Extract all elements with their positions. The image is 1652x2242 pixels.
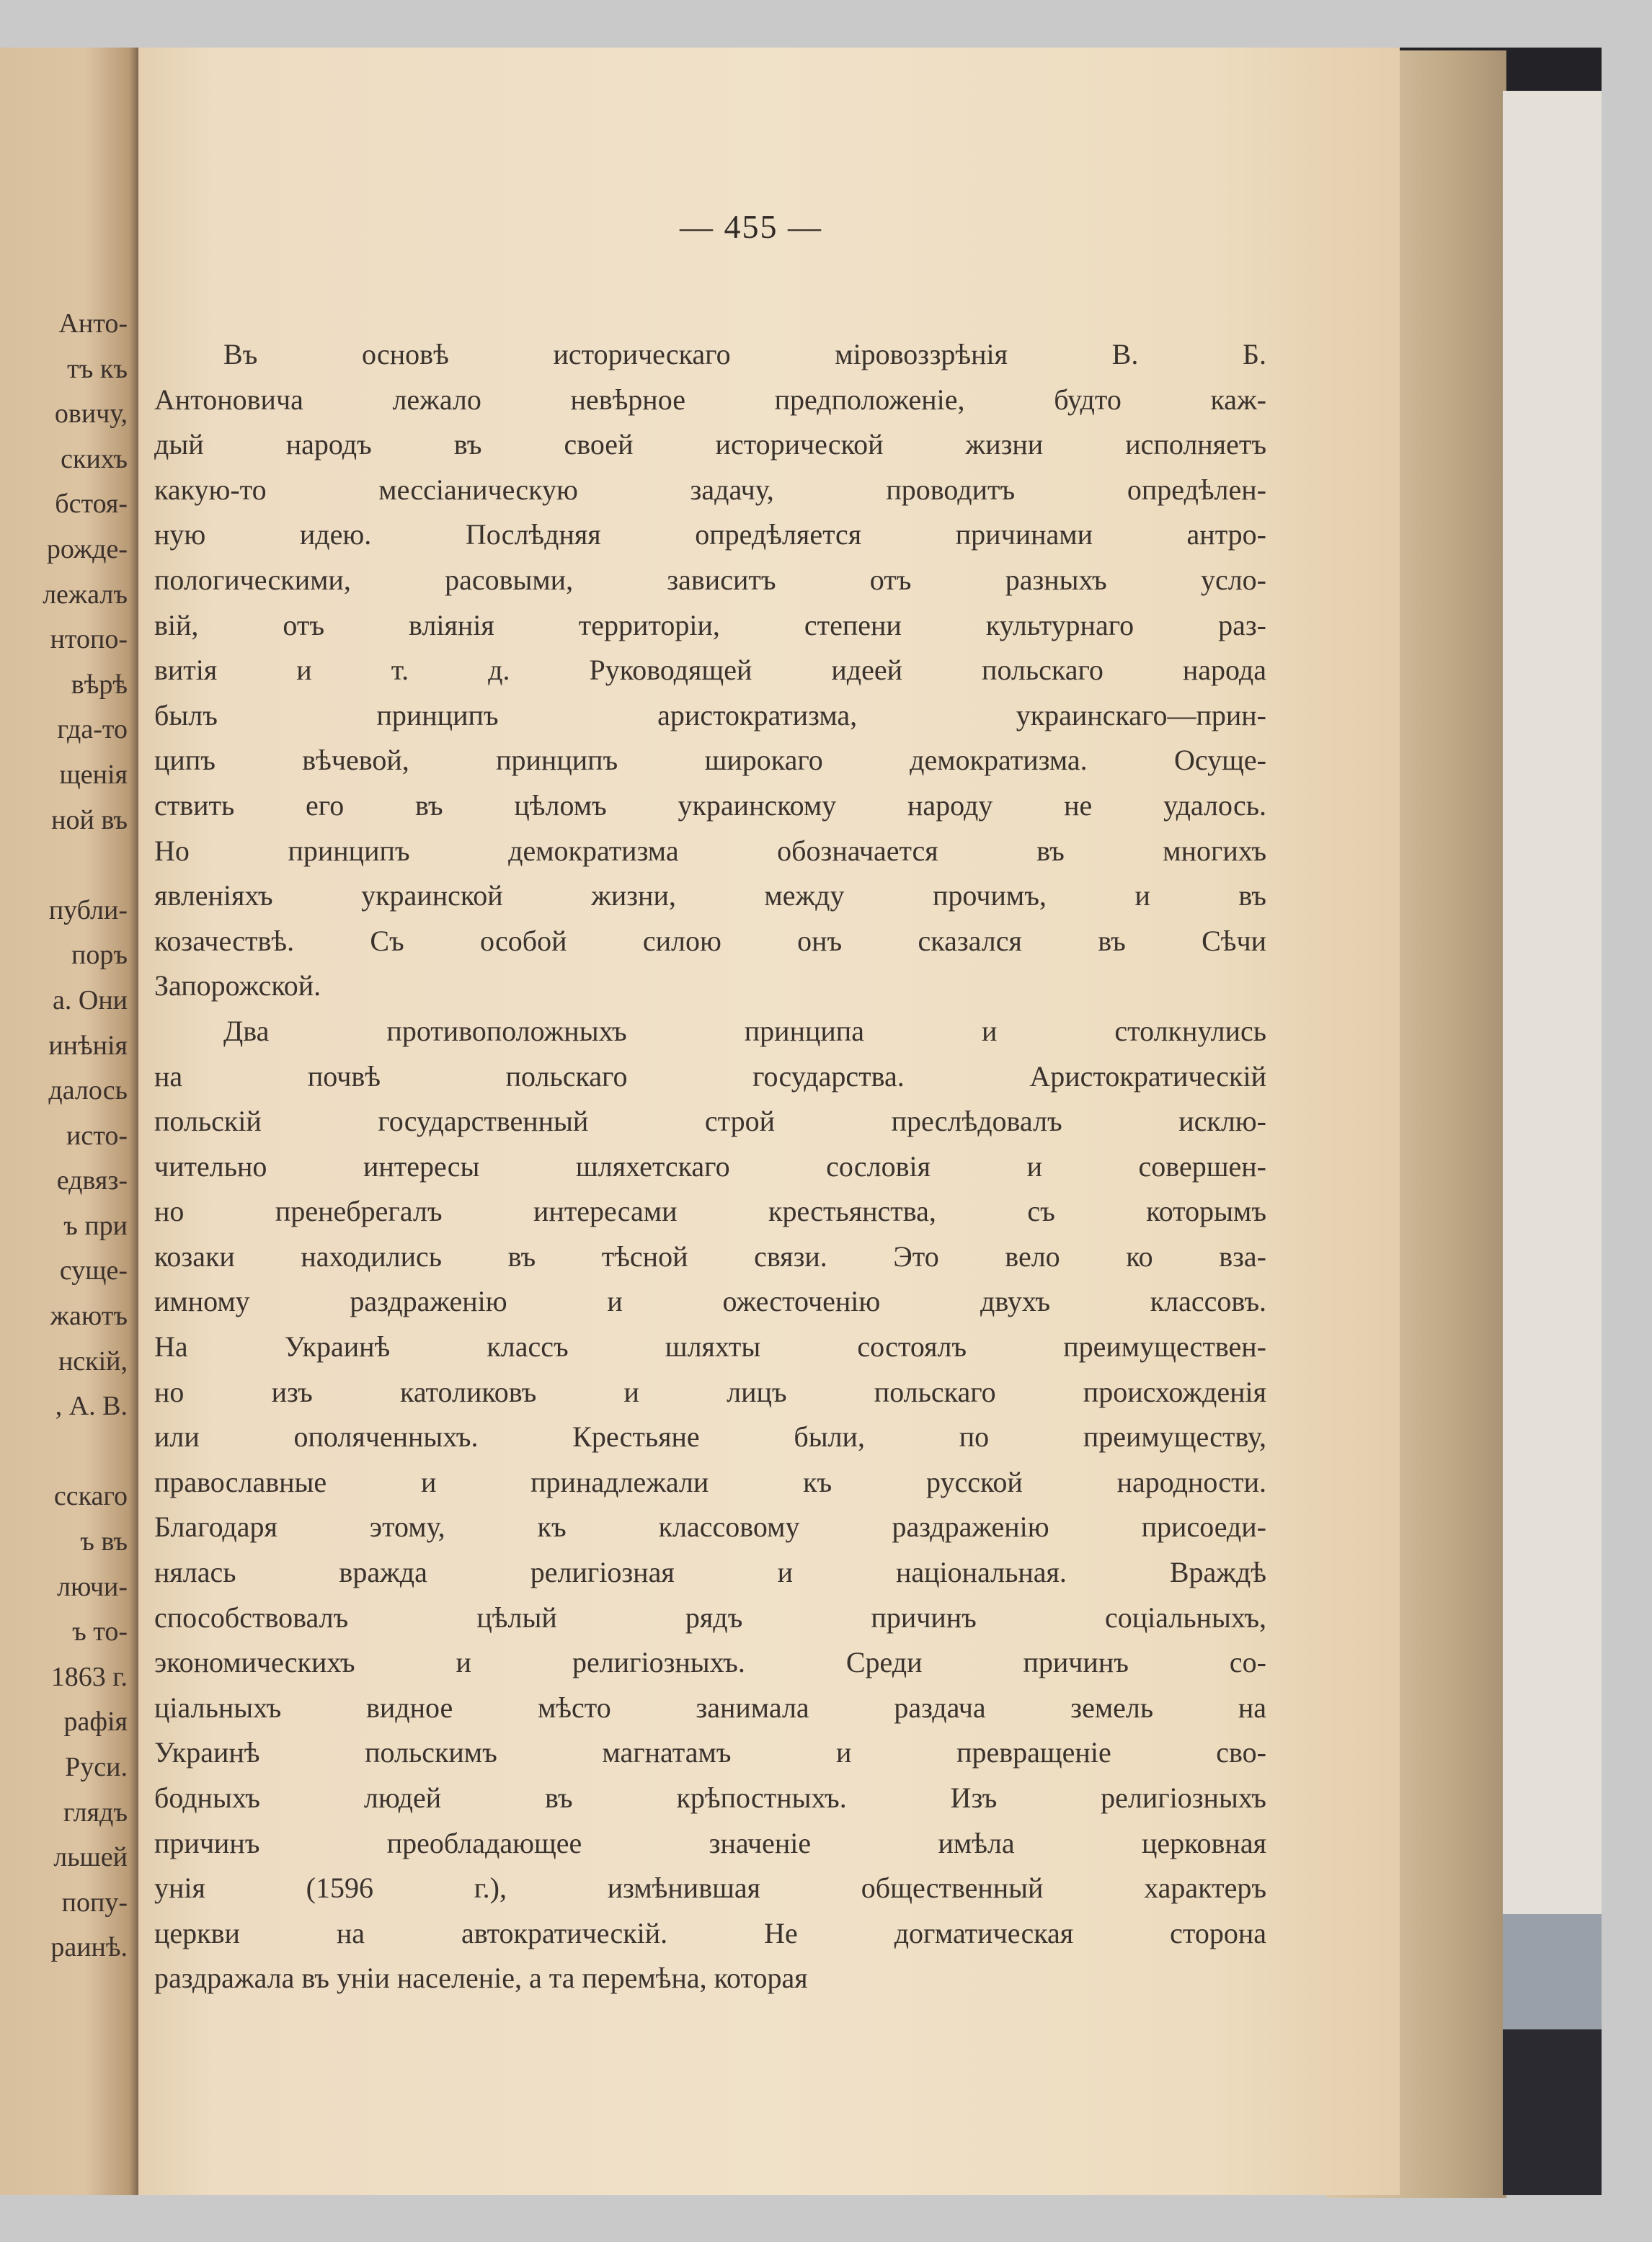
left-page-line: далось (48, 1075, 128, 1106)
text-line: польскій государственный строй преслѣдовалъ исклю- (154, 1105, 1266, 1138)
text-line: Благодаря этому, къ классовому раздраженію присоеди- (154, 1511, 1266, 1544)
page-body (154, 332, 1266, 2001)
left-page-line: гда-то (57, 714, 128, 745)
text-line: унія (1596 г.), измѣнившая общественный характеръ (154, 1872, 1266, 1905)
left-page-line: жаютъ (50, 1301, 128, 1332)
left-page-text (43, 301, 128, 1970)
left-page-line: поръ (71, 940, 128, 971)
left-page-line: льшей (53, 1842, 128, 1873)
left-page-line: ъ въ (80, 1526, 128, 1557)
text-line: явленіяхъ украинской жизни, между прочимъ, и въ (154, 879, 1266, 912)
text-line: на почвѣ польскаго государства. Аристократическій (154, 1059, 1266, 1093)
text-line: или ополяченныхъ. Крестьяне были, по преимуществу, (154, 1420, 1266, 1454)
left-page-fragment (0, 48, 141, 2195)
left-page-line: нтопо- (50, 624, 128, 655)
left-page-line: бстоя- (55, 489, 128, 520)
left-page-line: раинѣ. (50, 1932, 128, 1963)
left-page-line: глядъ (63, 1797, 128, 1828)
text-line: церкви на автократическій. Не догматическая сторона (154, 1916, 1266, 1949)
text-line: ципъ вѣчевой, принципъ широкаго демократизма. Осуще- (154, 744, 1266, 777)
left-page-line: Анто- (58, 308, 128, 339)
text-line: ціальныхъ видное мѣсто занимала раздача земель на (154, 1691, 1266, 1724)
text-line: козачествѣ. Съ особой силою онъ сказался въ Сѣчи (154, 924, 1266, 957)
left-page-line: инѣнія (48, 1030, 128, 1061)
left-page-line: Руси. (65, 1752, 128, 1782)
text-line: нялась вражда религіозная и національная. Враждѣ (154, 1556, 1266, 1589)
cover-strip (1503, 91, 1602, 1914)
left-page-line: ъ то- (72, 1616, 128, 1647)
text-line: ствить его въ цѣломъ украинскому народу не удалось. (154, 788, 1266, 822)
left-page-line: щенія (59, 759, 128, 790)
text-line: козаки находились въ тѣсной связи. Это вело ко вза- (154, 1240, 1266, 1273)
text-line: ную идею. Послѣдняя опредѣляется причинами антро- (154, 518, 1266, 551)
left-page-line: , А. В. (55, 1391, 128, 1422)
left-page-line: нскій, (58, 1345, 128, 1376)
text-line: бодныхъ людей въ крѣпостныхъ. Изъ религіозныхъ (154, 1781, 1266, 1814)
text-line: витія и т. д. Руководящей идеей польскаго народа (154, 654, 1266, 687)
left-page-line (43, 842, 128, 888)
text-line: дый народъ въ своей исторической жизни исполняетъ (154, 428, 1266, 461)
text-line: На Украинѣ классъ шляхты состоялъ преимуществен- (154, 1330, 1266, 1364)
book-page (138, 48, 1400, 2195)
text-line: Два противоположныхъ принципа и столкнулись (223, 1014, 1266, 1047)
left-page-line: овичу, (54, 399, 128, 430)
left-page-line: лючи- (56, 1571, 128, 1602)
text-line: Въ основѣ историческаго міровоззрѣнія В. Б. (223, 338, 1266, 370)
left-page-line: суще- (59, 1255, 128, 1286)
left-page-line: попу- (61, 1887, 128, 1918)
left-page-line: едвяз- (56, 1165, 128, 1196)
text-line: имному раздраженію и ожесточенію двухъ классовъ. (154, 1285, 1266, 1318)
text-line: чительно интересы шляхетскаго сословія и совершен- (154, 1149, 1266, 1183)
left-page-line: сскаго (53, 1481, 128, 1512)
page-number: — 455 — (680, 208, 822, 245)
book-cover-edge (1503, 91, 1602, 2195)
text-line: православные и принадлежали къ русской народности. (154, 1465, 1266, 1498)
left-page-line: а. Они (53, 984, 128, 1015)
left-page-line: скихъ (61, 443, 128, 474)
text-line: какую-то мессіаническую задачу, проводитъ опредѣлен- (154, 473, 1266, 506)
text-line: способствовалъ цѣлый рядъ причинъ соціальныхъ, (154, 1601, 1266, 1634)
text-line: но пренебрегалъ интересами крестьянства, съ которымъ (154, 1195, 1266, 1228)
left-page-line (43, 1429, 128, 1474)
left-page-line: вѣрѣ (71, 669, 128, 700)
text-line: пологическими, расовыми, зависитъ отъ разныхъ усло- (154, 563, 1266, 596)
text-line: но изъ католиковъ и лицъ польскаго происхожденія (154, 1375, 1266, 1408)
text-line: причинъ преобладающее значеніе имѣла церковная (154, 1826, 1266, 1859)
text-line: Но принципъ демократизма обозначается въ многихъ (154, 834, 1266, 867)
left-page-line: ной въ (51, 804, 128, 835)
paragraph (154, 1009, 1266, 2001)
left-page-line: тъ къ (67, 353, 128, 384)
left-page-line: рожде- (46, 533, 128, 564)
left-page-line: рафія (63, 1707, 128, 1738)
text-line: Запорожской. (154, 969, 321, 1002)
left-page-line: публи- (48, 894, 128, 925)
text-line: былъ принципъ аристократизма, украинскаго—прин- (154, 698, 1266, 731)
paragraph (154, 332, 1266, 1009)
left-page-line: ъ при (63, 1210, 128, 1241)
left-page-line: исто- (66, 1120, 128, 1151)
left-page-line: 1863 г. (50, 1661, 128, 1692)
left-page-line: лежалъ (43, 579, 128, 610)
text-line: экономическихъ и религіозныхъ. Среди причинъ со- (154, 1646, 1266, 1679)
text-line: Антоновича лежало невѣрное предположеніе, будто каж- (154, 383, 1266, 416)
text-line: Украинѣ польскимъ магнатамъ и превращеніе сво- (154, 1736, 1266, 1769)
text-line: вій, отъ вліянія территоріи, степени культурнаго раз- (154, 608, 1266, 641)
cover-strip-lower (1503, 1914, 1602, 2029)
text-line: раздражала въ уніи населеніе, а та перемѣна, которая (154, 1962, 808, 1995)
